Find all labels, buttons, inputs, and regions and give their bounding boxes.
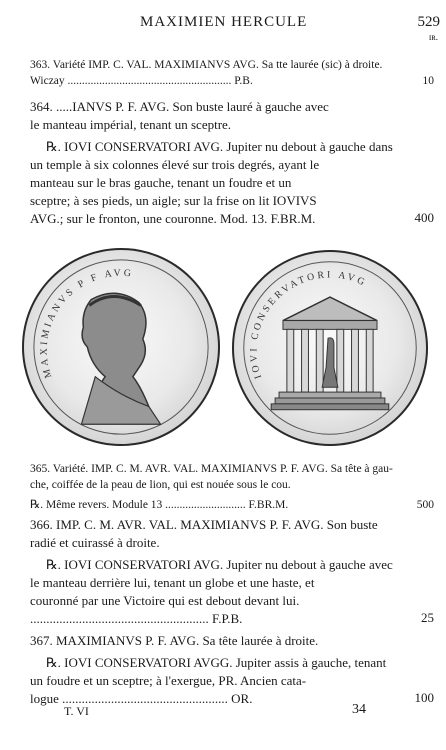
footer-volume: T. VI [64, 704, 89, 718]
entry-364-value: 400 [414, 210, 434, 225]
entry-367-rev2: un foudre et un sceptre; à l'exergue, PR. Ancien cata- [30, 673, 307, 688]
entry-367-value: 100 [414, 690, 434, 705]
entry-364-rev2: un temple à six colonnes élevé sur trois degrés, ayant le [30, 157, 320, 172]
coin-reverse-legend: IOVI CONSERVATORI AVG [248, 269, 369, 381]
entry-366-rev4: ....................................................... F.P.B. [30, 611, 243, 626]
page-number: 529 [417, 14, 440, 30]
entry-367-rev1: ℞. IOVI CONSERVATORI AVGG. Jupiter assis à gauche, tenant [46, 655, 387, 670]
entry-364-line2: le manteau impérial, tenant un sceptre. [30, 117, 232, 132]
coin-reverse-image [232, 250, 428, 446]
entry-367-rev3: logue ................................................... OR. [30, 691, 253, 706]
page-title: MAXIMIEN HERCULE [140, 14, 308, 30]
entry-366-rev3: couronné par une Victoire qui est debout devant lui. [30, 593, 300, 608]
entry-366-rev1: ℞. IOVI CONSERVATORI AVG. Jupiter nu debout à gauche avec [46, 557, 393, 572]
entry-363-line1: 363. Variété IMP. C. VAL. MAXIMIANVS AVG. Sa tte laurée (sic) à droite. [30, 59, 383, 71]
entry-366-rev2: le manteau derrière lui, tenant un globe et une haste, et [30, 575, 315, 590]
entry-366-value: 25 [421, 610, 434, 625]
coin-obverse-image [22, 248, 220, 446]
entry-366-line2: radié et cuirassé à droite. [30, 535, 160, 550]
coin-reverse-drawing [232, 250, 428, 446]
entry-366-line1: 366. IMP. C. M. AVR. VAL. MAXIMIANVS P. F. AVG. Son buste [30, 517, 378, 532]
entry-365-value: 500 [416, 499, 434, 511]
signature-mark: ɪʀ. [428, 32, 438, 42]
entry-364-rev4: sceptre; à ses pieds, un aigle; sur la frise on lit IOVIVS [30, 193, 317, 208]
entry-363-line2: Wiczay ......................................................... P.B. [30, 75, 253, 87]
entry-365-line2: che, coiffée de la peau de lion, qui est nouée sous le cou. [30, 479, 291, 491]
coin-obverse-legend: MAXIMIANVS P F AVG [38, 267, 135, 380]
entry-365-rev: ℞. Même revers. Module 13 ............................ F.BR.M. [30, 499, 289, 511]
coin-obverse-drawing [22, 248, 220, 446]
entry-364-line1: 364. .....IANVS P. F. AVG. Son buste lauré à gauche avec [30, 99, 329, 114]
entry-365-line1: 365. Variété. IMP. C. M. AVR. VAL. MAXIMIANVS P. F. AVG. Sa tête à gau- [30, 463, 393, 475]
entry-363-value: 10 [422, 75, 434, 87]
entry-364-rev3: manteau sur le bras gauche, tenant un foudre et un [30, 175, 292, 190]
footer-sheet: 34 [352, 702, 366, 717]
entry-364-rev1: ℞. IOVI CONSERVATORI AVG. Jupiter nu debout à gauche dans [46, 139, 393, 154]
running-header [0, 14, 446, 42]
entry-364-rev5: AVG.; sur le fronton, une couronne. Mod. 13. F.BR.M. [30, 211, 316, 226]
entry-367-line1: 367. MAXIMIANVS P. F. AVG. Sa tête laurée à droite. [30, 633, 319, 648]
